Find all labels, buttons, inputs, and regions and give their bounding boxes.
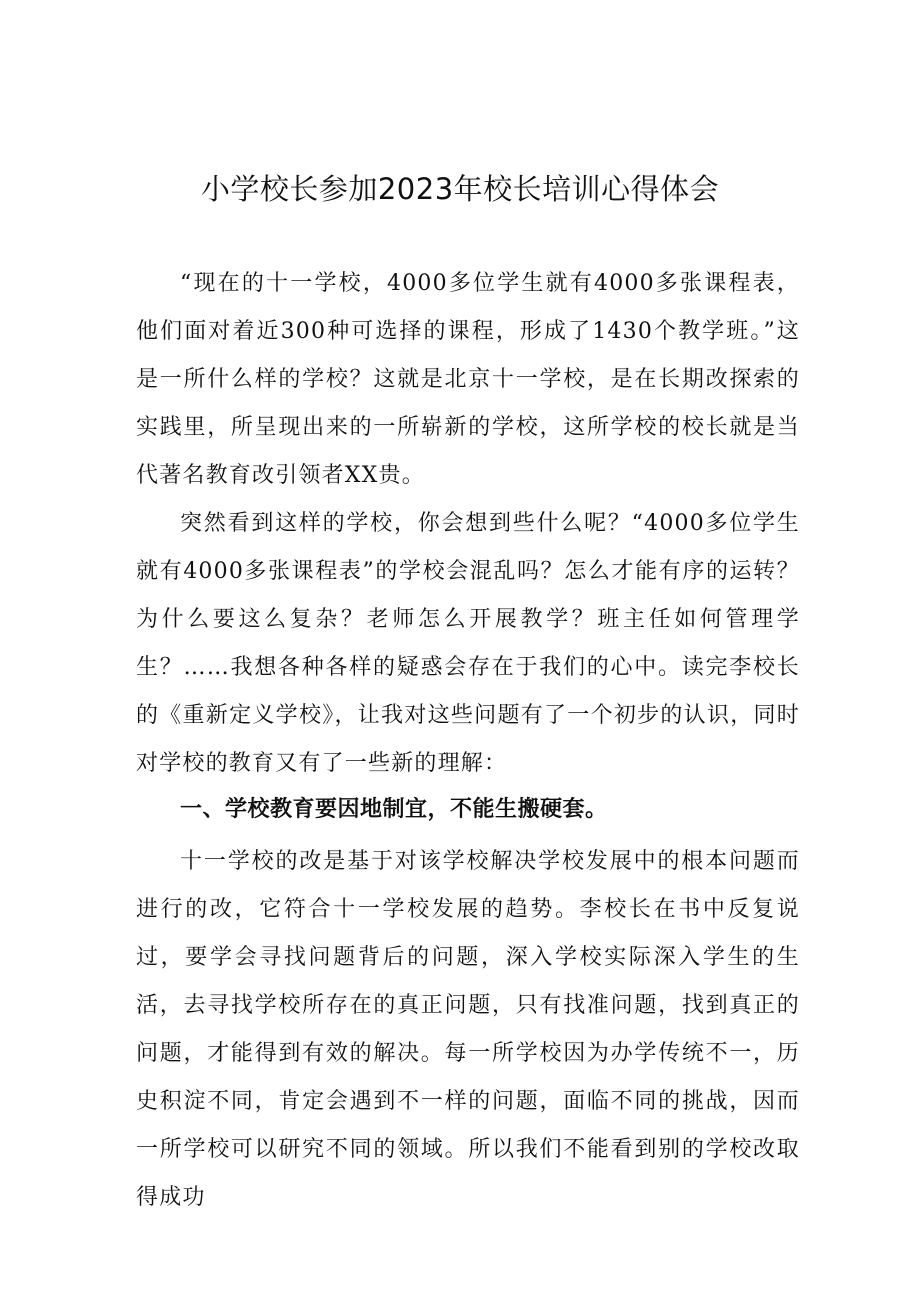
document-title: 小学校长参加2023年校长培训心得体会 — [200, 172, 720, 206]
paragraph-questions: 突然看到这样的学校，你会想到些什么呢？“4000多位学生就有4000多张课程表”的学校会混乱吗？怎么才能有序的运转？为什么要这么复杂？老师怎么开展教学？班主任如何管理学生？……我想各种各样的疑惑会存在于我们的心中。读完李校长的《重新定义学校》，让我对这些问题有了一个初步的认识，同时对学校的教育又有了一些新的理解： — [136, 511, 800, 776]
paragraph-section-1: 十一学校的改是基于对该学校解决学校发展中的根本问题而进行的改，它符合十一学校发展的趋势。李校长在书中反复说过，要学会寻找问题背后的问题，深入学校实际深入学生的生活，去寻找学校所存在的真正问题，只有找准问题，找到真正的问题，才能得到有效的解决。每一所学校因为办学传统不一，历史积淀不同，肯定会遇到不一样的问题，面临不同的挑战，因而一所学校可以研究不同的领域。所以我们不能看到别的学校改取得成功 — [136, 849, 800, 1210]
section-heading-1: 一、学校教育要因地制宜，不能生搬硬套。 — [180, 797, 608, 822]
paragraph-intro: “现在的十一学校，4000多位学生就有4000多张课程表，他们面对着近300种可选择的课程，形成了1430个教学班。”这是一所什么样的学校？这就是北京十一学校，是在长期改探索的实践里，所呈现出来的一所崭新的学校，这所学校的校长就是当代著名教育改引领者XX贵。 — [136, 271, 800, 488]
